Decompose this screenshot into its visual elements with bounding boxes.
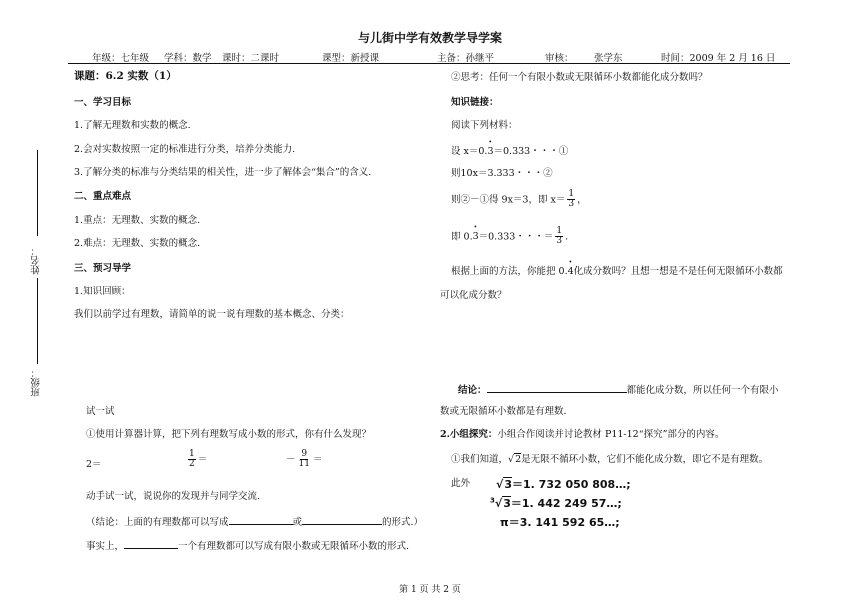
think-question: ②思考：任何一个有限小数或无限循环小数都能化成分数吗？ <box>451 72 708 83</box>
conclusion-text: （结论：上面的有理数都可以写成 <box>86 517 229 528</box>
besides-label: 此外 <box>451 478 471 489</box>
equation-text: 则②－①得 9x＝3，即 x＝ <box>451 194 566 206</box>
focus-item: 2.难点：无理数、实数的概念. <box>74 238 201 249</box>
name-label: 姓名： <box>31 246 42 275</box>
class-line <box>37 278 38 364</box>
header-rule <box>68 63 790 64</box>
conclusion-text: 或 <box>292 517 303 528</box>
method-text: 化成分数吗？且想一想是不是任何无限循环小数都 <box>573 266 783 277</box>
radicand: 2 <box>515 454 522 465</box>
fact-text: 事实上， <box>86 541 125 552</box>
example-nine-elevenths <box>286 450 322 470</box>
value-text: ＝1. 442 249 57…; <box>510 497 622 510</box>
equation-3 <box>451 190 587 210</box>
fraction-numerator: 1 <box>189 449 195 459</box>
value-text: ＝3. 141 592 65…; <box>508 516 620 529</box>
conclusion-label: 结论： <box>458 385 487 396</box>
equation-text: ＝0.333・・・＝ <box>478 231 554 243</box>
root-index: 3 <box>490 496 495 505</box>
conclusion-text: 的形式.） <box>382 517 424 528</box>
group-text: 小组合作阅读并讨论教材 P11-12“探究”部分的内容。 <box>497 429 725 440</box>
sqrt-icon: √ <box>494 497 503 510</box>
header-reviewer-label: 审核： <box>545 53 574 64</box>
fraction-numerator: 9 <box>301 449 308 459</box>
group-label: 2.小组探究： <box>440 429 498 440</box>
header-lead: 主备：孙继平 <box>437 53 495 64</box>
fraction-numerator: 1 <box>568 189 575 199</box>
example-two: 2＝ <box>86 459 102 470</box>
answer-blank[interactable] <box>302 514 382 525</box>
value-sqrt3 <box>496 476 631 492</box>
header-date: 时间：2009 年 2 月 16 日 <box>661 53 776 64</box>
focus-item: 1.重点：无理数、实数的概念. <box>74 215 201 226</box>
intro-text: ①我们知道， <box>451 454 509 465</box>
try-title: 试一试 <box>86 406 115 417</box>
example-half <box>186 450 207 470</box>
knowledge-link-heading: 知识链接： <box>451 97 499 108</box>
header-subject: 学科：数学 <box>164 53 212 64</box>
pi-symbol: π <box>500 516 509 529</box>
fact-line <box>86 538 409 552</box>
radicand: 3 <box>504 478 512 491</box>
sqrt-icon: √ <box>508 454 515 465</box>
section-goals-heading: 一、学习目标 <box>74 97 132 108</box>
equals-sign: ＝ <box>197 454 208 466</box>
equation-text: . <box>565 231 569 243</box>
section-preview-heading: 三、预习导学 <box>74 263 132 274</box>
goal-item: 2.会对实数按照一定的标准进行分类，培养分类能力. <box>74 144 296 155</box>
value-text: ＝1. 732 050 808…; <box>512 478 631 491</box>
group-explore <box>440 429 724 440</box>
goal-item: 1.了解无理数和实数的概念. <box>74 120 191 131</box>
fraction-denominator: 3 <box>556 236 563 247</box>
equals-sign: ＝ <box>312 454 323 466</box>
fraction-denominator: 3 <box>568 199 575 210</box>
fraction-denominator: 11 <box>298 459 310 470</box>
irrational-intro <box>451 453 768 465</box>
answer-blank[interactable] <box>229 514 293 525</box>
equation-1 <box>451 146 568 157</box>
conclusion-right-cont: 数或无限循环小数都是有理数. <box>440 406 567 417</box>
class-label: 班级： <box>31 368 42 397</box>
repeating-digit: • 3 <box>473 231 479 242</box>
repeating-digit: • 4 <box>568 266 574 277</box>
header-reviewer: 张学东 <box>594 53 623 64</box>
header-period: 课时：二课时 <box>222 53 280 64</box>
value-pi <box>500 514 620 530</box>
minus-sign: － <box>286 454 296 466</box>
conclusion-text: 都能化成分数，所以任何一个有限小 <box>626 385 779 396</box>
name-line <box>37 150 38 236</box>
try-question: ①使用计算器计算，把下列有理数写成小数的形式，你有什么发现？ <box>86 429 372 440</box>
school-title: 与儿街中学有效教学导学案 <box>357 31 502 45</box>
equation-text: ＝0.333・・・① <box>493 146 569 157</box>
radicand: 3 <box>503 497 511 510</box>
method-question <box>451 266 783 277</box>
sqrt-icon: √ <box>496 478 504 491</box>
equation-4 <box>451 227 568 247</box>
conclusion-line <box>86 514 423 528</box>
method-text: 根据上面的方法，你能把 0. <box>451 266 568 277</box>
header-lesson-type: 课型：新授课 <box>322 53 380 64</box>
review-question: 我们以前学过有理数，请简单的说一说有理数的基本概念、分类： <box>74 309 350 320</box>
section-focus-heading: 二、重点难点 <box>74 191 132 202</box>
lesson-title: 课题：6.2 实数（1） <box>74 70 177 82</box>
equation-text: ， <box>577 194 587 206</box>
fact-text: 一个有理数都可以写成有限小数或无限循环小数的形式. <box>178 541 410 552</box>
equation-2: 则10x＝3.333・・・② <box>451 168 553 179</box>
conclusion-right <box>458 382 779 396</box>
review-label: 1.知识回顾： <box>74 286 131 297</box>
equation-text: 设 x＝0. <box>451 146 488 157</box>
read-material: 阅读下列材料： <box>451 120 518 131</box>
value-cbrt3 <box>490 495 622 511</box>
page-footer: 第 1 页 共 2 页 <box>399 585 461 595</box>
answer-blank[interactable] <box>487 382 627 393</box>
goal-item: 3.了解分类的标准与分类结果的相关性，进一步了解体会“集合”的含义. <box>74 167 372 178</box>
method-question-cont: 可以化成分数？ <box>440 290 507 301</box>
answer-blank[interactable] <box>124 538 178 549</box>
try-hands: 动手试一试，说说你的发现并与同学交流. <box>86 491 261 502</box>
equation-text: 即 0. <box>451 231 473 243</box>
intro-text: 是无限不循环小数，它们不能化成分数，即它不是有理数。 <box>521 454 769 465</box>
repeating-digit: • 3 <box>487 146 493 157</box>
header-grade: 年级：七年级 <box>92 53 150 64</box>
fraction-numerator: 1 <box>556 226 563 236</box>
fraction-denominator: 2 <box>189 459 195 470</box>
